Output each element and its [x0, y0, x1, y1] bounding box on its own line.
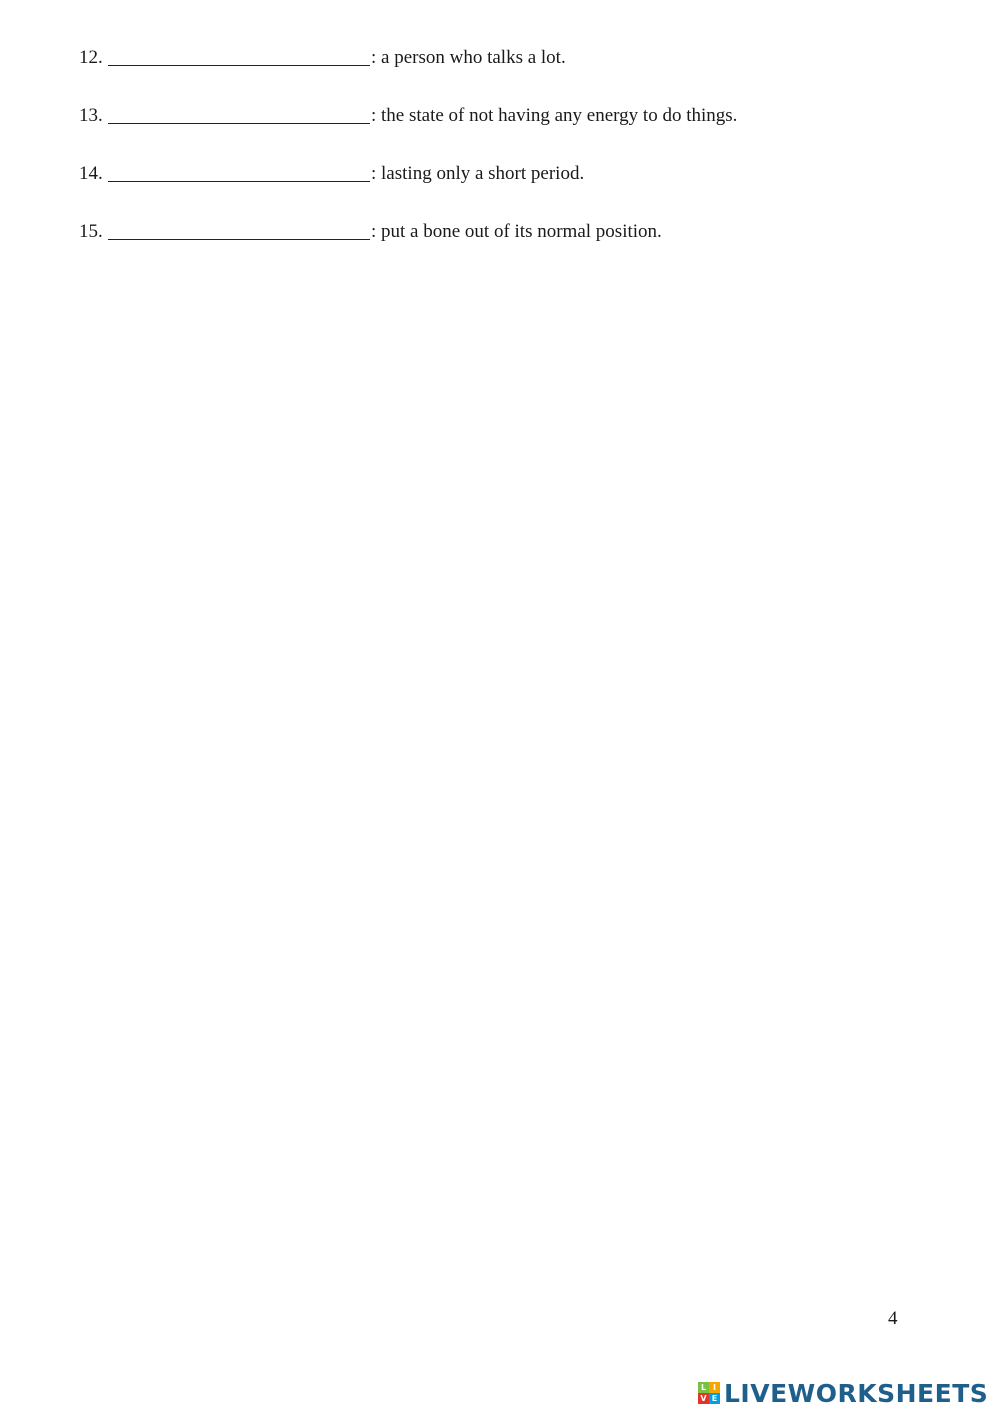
- liveworksheets-logo: [698, 1375, 988, 1411]
- logo-mark-tile: I: [709, 1382, 720, 1393]
- answer-blank-14[interactable]: [108, 163, 370, 182]
- logo-mark-tile: V: [698, 1393, 709, 1404]
- question-item-15: [79, 219, 662, 245]
- question-number: 13.: [79, 105, 103, 126]
- logo-mark-icon: [698, 1382, 720, 1404]
- question-definition: : the state of not having any energy to do things.: [371, 105, 738, 126]
- answer-blank-12[interactable]: [108, 47, 370, 66]
- answer-blank-13[interactable]: [108, 105, 370, 124]
- logo-mark-tile: E: [709, 1393, 720, 1404]
- question-definition: : a person who talks a lot.: [371, 47, 566, 68]
- question-item-13: [79, 103, 737, 129]
- question-number: 14.: [79, 163, 103, 184]
- logo-mark-tile: L: [698, 1382, 709, 1393]
- page-number: 4: [888, 1308, 898, 1329]
- question-number: 12.: [79, 47, 103, 68]
- question-definition: : lasting only a short period.: [371, 163, 585, 184]
- question-item-14: [79, 161, 584, 187]
- question-item-12: [79, 45, 566, 71]
- question-definition: : put a bone out of its normal position.: [371, 221, 662, 242]
- answer-blank-15[interactable]: [108, 221, 370, 240]
- logo-text: LIVEWORKSHEETS: [724, 1378, 989, 1408]
- question-number: 15.: [79, 221, 103, 242]
